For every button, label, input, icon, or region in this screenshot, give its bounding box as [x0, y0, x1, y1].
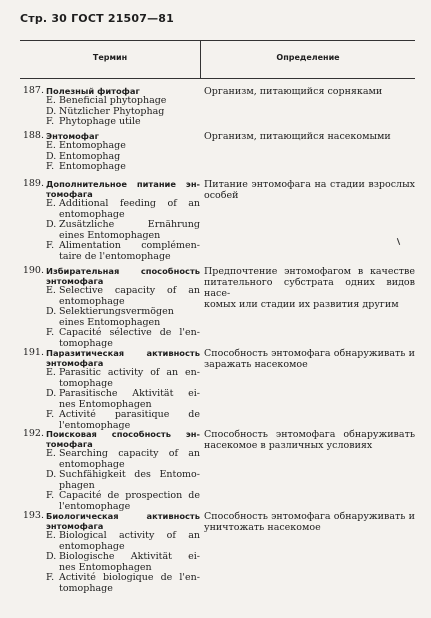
term-number: 193. [22, 510, 44, 521]
term-number: 189. [22, 178, 44, 189]
equivalent-de: D. Biologische Aktivität ei- nes Entomophagen [46, 551, 200, 573]
equivalent-en: E. Additional feeding of an entomophage [46, 198, 200, 220]
term-title: Дополнительное питание эн- [46, 179, 200, 189]
term-column-header: Термин [92, 53, 128, 62]
term-title-cont: энтомофага [46, 276, 104, 286]
equivalent-fr: F. Capacité sélective de l'en- tomophage [46, 327, 200, 349]
term-definition: Организм, питающийся насекомыми [204, 131, 391, 142]
equivalent-en: E. Selective capacity of an entomophage [46, 285, 200, 307]
equivalent-en: E. Parasitic activity of an en- tomophage [46, 367, 200, 389]
term-definition: Предпочтение энтомофагом в качестве питательного субстрата одних видов насе- комых или стадии их развития другим [204, 266, 415, 310]
equivalent-fr: F. Entomophage [46, 161, 126, 172]
equivalent-en: E. Searching capacity of an entomophage [46, 448, 200, 470]
term-title: Поисковая способность эн- [46, 429, 200, 439]
term-title: Биологическая активность [46, 511, 200, 521]
term-block [46, 348, 200, 431]
page-header: Стр. 30 ГОСТ 21507—81 [20, 12, 175, 25]
term-number: 187. [22, 85, 44, 96]
equivalent-fr: F. Phytophage utile [46, 116, 141, 127]
term-definition: Способность энтомофага обнаруживать и заражать насекомое [204, 348, 415, 370]
term-number: 192. [22, 428, 44, 439]
equivalent-en: E. Entomophage [46, 140, 126, 151]
term-title-cont: энтомофага [46, 521, 104, 531]
term-title: Паразитическая активность [46, 348, 200, 358]
equivalent-en: E. Biological activity of an entomophage [46, 530, 200, 552]
term-title-cont: томофага [46, 189, 93, 199]
term-title-cont: томофага [46, 439, 93, 449]
term-block [46, 429, 200, 512]
equivalent-fr: F. Alimentation complémen- taire de l'entomophage [46, 240, 200, 262]
stray-mark [397, 238, 400, 245]
term-number: 188. [22, 130, 44, 141]
equivalent-de: D. Selektierungsvermögen eines Entomophagen [46, 306, 174, 328]
term-title: Избирательная способность [46, 266, 200, 276]
term-definition: Способность энтомофага обнаруживать насекомое в различных условиях [204, 429, 415, 451]
equivalent-fr: F. Activité biologique de l'en- tomophage [46, 572, 200, 594]
equivalent-de: D. Nützlicher Phytophag [46, 105, 165, 117]
equivalent-en: E. Beneficial phytophage [46, 95, 167, 106]
term-block [46, 266, 200, 349]
term-title: Полезный фитофаг [46, 86, 140, 96]
term-block [46, 511, 200, 594]
term-definition: Способность энтомофага обнаруживать и уничтожать насекомое [204, 511, 415, 533]
equivalent-de: D. Parasitische Aktivität ei- nes Entomophagen [46, 388, 200, 410]
table-header [20, 40, 415, 79]
equivalent-fr: F. Capacité de prospection de l'entomophage [46, 490, 200, 512]
equivalent-fr: F. Activité parasitique de l'entomophage [46, 409, 200, 431]
definition-column-header: Определение [276, 53, 340, 62]
term-definition: Организм, питающийся сорняками [204, 86, 383, 97]
term-block [46, 131, 200, 173]
term-title-cont: энтомофага [46, 358, 104, 368]
equivalent-de: D. Zusätzliche Ernährung eines Entomophagen [46, 219, 200, 241]
term-title: Энтомофаг [46, 131, 99, 141]
term-number: 190. [22, 265, 44, 276]
term-definition: Питание энтомофага на стадии взрослых особей [204, 179, 415, 201]
term-block [46, 86, 200, 128]
term-number: 191. [22, 347, 44, 358]
equivalent-de: D. Entomophag [46, 150, 121, 162]
term-block [46, 179, 200, 262]
equivalent-de: D. Suchfähigkeit des Entomo- phagen [46, 469, 200, 491]
